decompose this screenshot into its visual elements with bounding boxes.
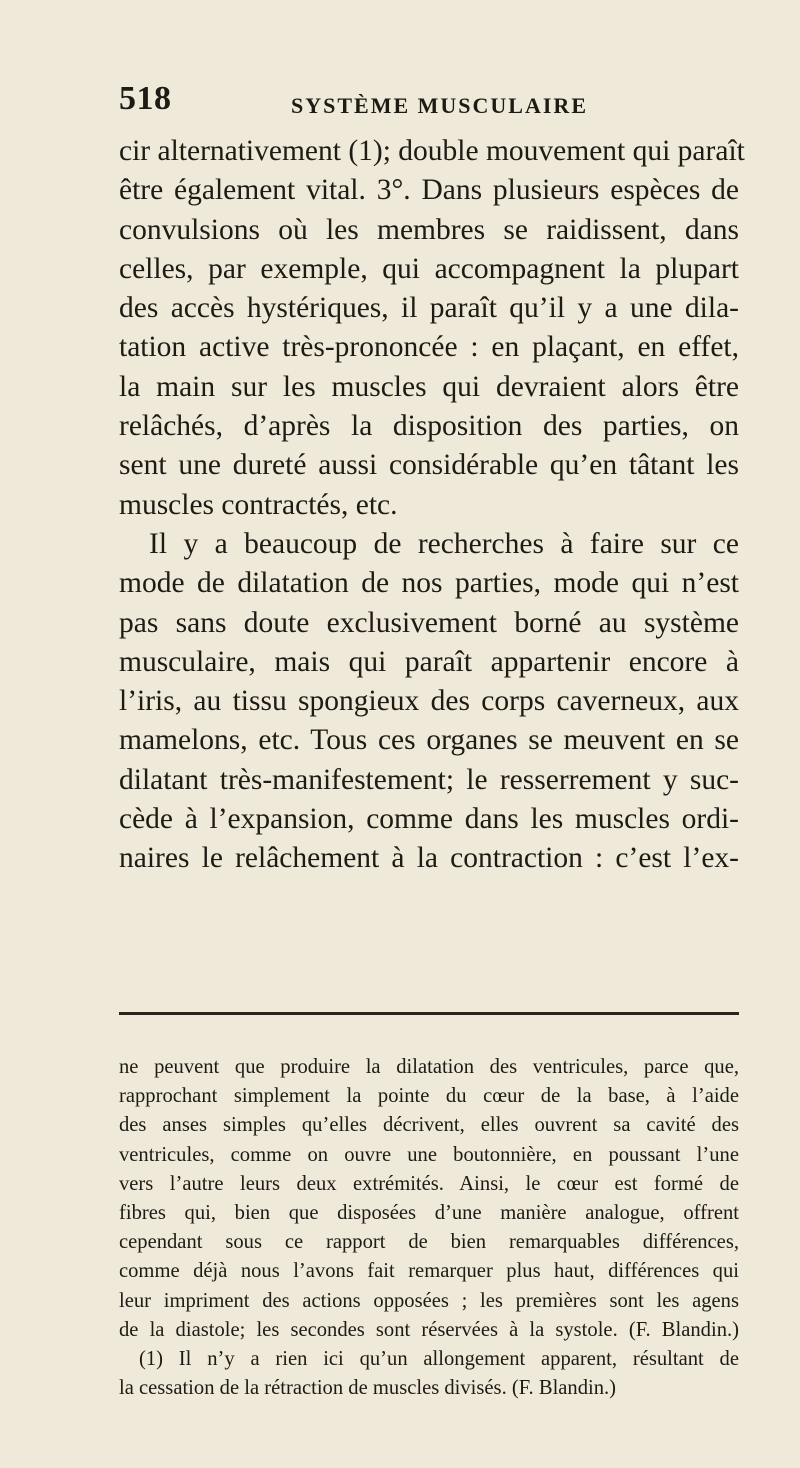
text-line: musculaire, mais qui paraît appartenir encore à [119,645,739,678]
text-line: être également vital. 3°. Dans plusieurs espèces de [119,174,739,207]
footnote-line: fibres qui, bien que disposées d’une manière analogue, offrent [119,1202,739,1225]
text-line: l’iris, au tissu spongieux des corps caverneux, aux [119,685,739,718]
main-text [119,132,745,879]
text-line: mamelons, etc. Tous ces organes se meuvent en se [119,724,739,757]
footnote-line: ventricules, comme on ouvre une boutonnière, en poussant l’une [119,1143,739,1166]
text-line: pas sans doute exclusivement borné au système [119,606,739,639]
text-line: sent une dureté aussi considérable qu’en tâtant les [119,449,739,482]
footnote-line: (1) Il n’y a rien ici qu’un allongement apparent, résultant de [139,1348,739,1371]
text-line: tation active très-prononcée : en plaçant, en effet, [119,331,739,364]
footnote-line: vers l’autre leurs deux extrémités. Ainsi, le cœur est formé de [119,1172,739,1195]
page-header [119,80,739,120]
page-number: 518 [119,80,172,117]
footnote-line: de la diastole; les secondes sont réservées à la systole. (F. Blandin.) [119,1318,739,1341]
text-line: la main sur les muscles qui devraient alors être [119,370,739,403]
running-title: SYSTÈME MUSCULAIRE [291,93,588,118]
footnote-separator [119,1012,739,1015]
text-line: cède à l’expansion, comme dans les muscles ordi- [119,803,739,836]
text-line: celles, par exemple, qui accompagnent la plupart [119,252,739,285]
text-line: des accès hystériques, il paraît qu’il y a une dila- [119,292,739,325]
footnote-line: la cessation de la rétraction de muscles divisés. (F. Blandin.) [119,1377,617,1400]
text-line: relâchés, d’après la disposition des parties, on [119,410,739,443]
text-line: convulsions où les membres se raidissent, dans [119,213,739,246]
footnote-line: des anses simples qu’elles décrivent, elles ouvrent sa cavité des [119,1114,739,1137]
text-line: dilatant très-manifestement; le resserrement y suc- [119,763,739,796]
text-line: mode de dilatation de nos parties, mode qui n’est [119,567,739,600]
footnote-line: cependant sous ce rapport de bien remarquables différences, [119,1231,739,1254]
footnote-line: ne peuvent que produire la dilatation des ventricules, parce que, [119,1056,739,1078]
text-line: naires le relâchement à la contraction : c’est l’ex- [119,842,739,875]
text-line: muscles contractés, etc. [119,488,398,521]
footnotes [119,1053,739,1403]
footnote-line: comme déjà nous l’avons fait remarquer plus haut, différences qui [119,1260,739,1283]
text-line: Il y a beaucoup de recherches à faire sur ce [149,527,739,560]
text-line: cir alternativement (1); double mouvement qui paraît [119,135,745,167]
footnote-line: leur impriment des actions opposées ; les premières sont les agens [119,1289,739,1312]
footnote-line: rapprochant simplement la pointe du cœur de la base, à l’aide [119,1085,739,1108]
